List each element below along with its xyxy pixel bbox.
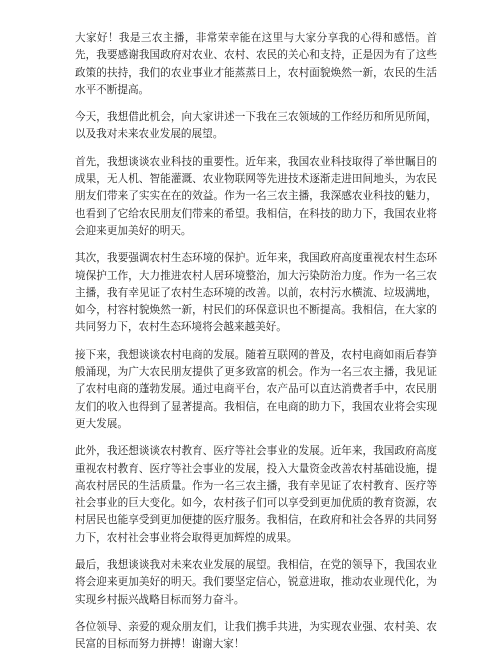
paragraph-closing: 各位领导、亲爱的观众朋友们，让我们携手共进，为实现农业强、农村美、农民富的目标而努力拼搏！谢谢大家！	[75, 620, 437, 651]
paragraph-greeting: 大家好！我是三农主播，非常荣幸能在这里与大家分享我的心得和感悟。首先，我要感谢我国政府对农业、农村、农民的关心和支持，正是因为有了这些政策的扶持，我们的农业事业才能蒸蒸日上，农村面貌焕然一新，农民的生活水平不断提高。	[75, 32, 437, 96]
paragraph-ecology: 其次，我要强调农村生态环境的保护。近年来，我国政府高度重视农村生态环境保护工作，大力推进农村人居环境整治，加大污染防治力度。作为一名三农主播，我有幸见证了农村生态环境的改善。以前，农村污水横流、垃圾满地，如今，村容村貌焕然一新，村民们的环保意识也不断提高。我相信，在大家的共同努力下，农村生态环境将会越来越美好。	[75, 252, 437, 334]
document-page	[75, 30, 437, 664]
paragraph-social-services: 此外，我还想谈谈农村教育、医疗等社会事业的发展。近年来，我国政府高度重视农村教育、医疗等社会事业的发展，投入大量资金改善农村基础设施，提高农村居民的生活质量。作为一名三农主播，我有幸见证了农村教育、医疗等社会事业的巨大变化。如今，农村孩子们可以享受到更加优质的教育资源，农村居民也能享受到更加便捷的医疗服务。我相信，在政府和社会各界的共同努力下，农村社会事业将会取得更加辉煌的成果。	[75, 445, 437, 544]
paragraph-ecommerce: 接下来，我想谈谈农村电商的发展。随着互联网的普及，农村电商如雨后春笋般涌现，为广大农民朋友提供了更多致富的机会。作为一名三农主播，我见证了农村电商的蓬勃发展。通过电商平台，农产品可以直达消费者手中，农民朋友们的收入也得到了显著提高。我相信，在电商的助力下，我国农业将会实现更大发展。	[75, 348, 437, 430]
paragraph-outlook: 最后，我想谈谈我对未来农业发展的展望。我相信，在党的领导下，我国农业将会迎来更加美好的明天。我们要坚定信心，锐意进取，推动农业现代化，为实现乡村振兴战略目标而努力奋斗。	[75, 559, 437, 606]
paragraph-agri-tech: 首先，我想谈谈农业科技的重要性。近年来，我国农业科技取得了举世瞩目的成果，无人机、智能灌溉、农业物联网等先进技术逐渐走进田间地头，为农民朋友们带来了实实在在的效益。作为一名三农主播，我深感农业科技的魅力，也看到了它给农民朋友们带来的希望。我相信，在科技的助力下，我国农业将会迎来更加美好的明天。	[75, 155, 437, 237]
paragraph-intro: 今天，我想借此机会，向大家讲述一下我在三农领域的工作经历和所见所闻，以及我对未来农业发展的展望。	[75, 111, 437, 141]
